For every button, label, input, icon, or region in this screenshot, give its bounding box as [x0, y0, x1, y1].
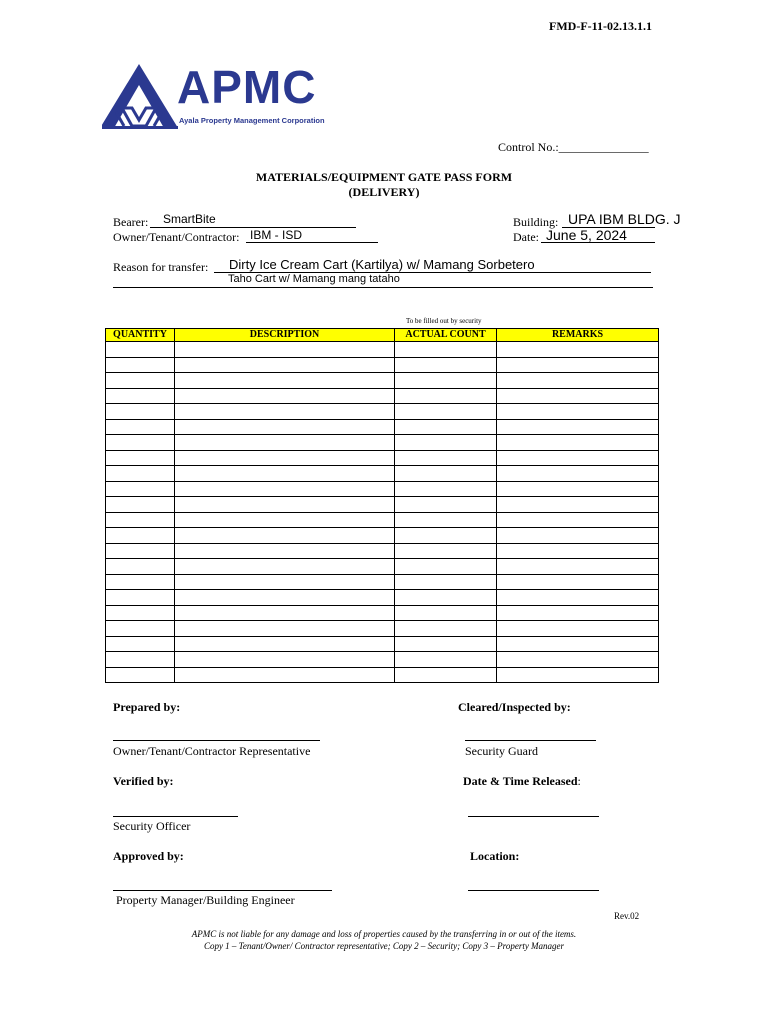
- quantity-cell[interactable]: [106, 559, 175, 575]
- quantity-cell[interactable]: [106, 652, 175, 668]
- description-cell[interactable]: [175, 621, 395, 637]
- owner-value[interactable]: IBM - ISD: [250, 228, 303, 242]
- quantity-cell[interactable]: [106, 342, 175, 358]
- actual-count-cell[interactable]: [395, 512, 497, 528]
- prepared-role: Owner/Tenant/Contractor Representative: [113, 744, 311, 758]
- description-cell[interactable]: [175, 590, 395, 606]
- quantity-cell[interactable]: [106, 388, 175, 404]
- reason-label: Reason for transfer:: [113, 260, 209, 274]
- approved-sign-line[interactable]: [113, 890, 332, 891]
- remarks-cell[interactable]: [497, 667, 659, 683]
- reason-value-2[interactable]: Taho Cart w/ Mamang mang tataho: [228, 273, 400, 285]
- remarks-cell[interactable]: [497, 404, 659, 420]
- released-label-text: Date & Time Released: [463, 774, 578, 788]
- table-row: [106, 512, 659, 528]
- remarks-cell[interactable]: [497, 528, 659, 544]
- location-label: Location:: [470, 849, 520, 863]
- revision: Rev.02: [614, 911, 640, 921]
- description-cell[interactable]: [175, 636, 395, 652]
- actual-count-cell[interactable]: [395, 388, 497, 404]
- quantity-cell[interactable]: [106, 466, 175, 482]
- remarks-cell[interactable]: [497, 512, 659, 528]
- quantity-cell[interactable]: [106, 357, 175, 373]
- quantity-cell[interactable]: [106, 481, 175, 497]
- remarks-cell[interactable]: [497, 559, 659, 575]
- approved-by-label: Approved by:: [113, 849, 184, 863]
- table-row: [106, 559, 659, 575]
- verified-role: Security Officer: [113, 819, 191, 833]
- actual-count-cell[interactable]: [395, 528, 497, 544]
- actual-count-cell[interactable]: [395, 497, 497, 513]
- remarks-cell[interactable]: [497, 543, 659, 559]
- description-cell[interactable]: [175, 512, 395, 528]
- remarks-cell[interactable]: [497, 481, 659, 497]
- actual-count-cell[interactable]: [395, 450, 497, 466]
- description-cell[interactable]: [175, 543, 395, 559]
- quantity-cell[interactable]: [106, 621, 175, 637]
- reason-value-1[interactable]: Dirty Ice Cream Cart (Kartilya) w/ Mamang Sorbetero: [229, 257, 535, 272]
- description-cell[interactable]: [175, 342, 395, 358]
- quantity-cell[interactable]: [106, 450, 175, 466]
- table-row: [106, 652, 659, 668]
- description-cell[interactable]: [175, 404, 395, 420]
- quantity-cell[interactable]: [106, 512, 175, 528]
- remarks-cell[interactable]: [497, 388, 659, 404]
- description-cell[interactable]: [175, 388, 395, 404]
- actual-count-cell[interactable]: [395, 342, 497, 358]
- owner-line: [246, 242, 378, 243]
- quantity-cell[interactable]: [106, 373, 175, 389]
- remarks-cell[interactable]: [497, 466, 659, 482]
- description-cell[interactable]: [175, 450, 395, 466]
- description-cell[interactable]: [175, 652, 395, 668]
- reason-line-2: [113, 287, 653, 288]
- table-row: [106, 667, 659, 683]
- remarks-cell[interactable]: [497, 357, 659, 373]
- quantity-cell[interactable]: [106, 404, 175, 420]
- description-cell[interactable]: [175, 466, 395, 482]
- quantity-cell[interactable]: [106, 497, 175, 513]
- table-row: [106, 636, 659, 652]
- header-remarks: REMARKS: [497, 329, 659, 342]
- actual-count-cell[interactable]: [395, 373, 497, 389]
- quantity-cell[interactable]: [106, 528, 175, 544]
- actual-count-cell[interactable]: [395, 559, 497, 575]
- actual-count-cell[interactable]: [395, 590, 497, 606]
- logo-tagline: Ayala Property Management Corporation: [179, 116, 325, 125]
- header-actual-count: ACTUAL COUNT: [395, 329, 497, 342]
- items-table: [105, 328, 659, 683]
- table-row: [106, 528, 659, 544]
- actual-count-cell[interactable]: [395, 621, 497, 637]
- table-row: [106, 357, 659, 373]
- remarks-cell[interactable]: [497, 652, 659, 668]
- header-description: DESCRIPTION: [175, 329, 395, 342]
- remarks-cell[interactable]: [497, 435, 659, 451]
- description-cell[interactable]: [175, 605, 395, 621]
- description-cell[interactable]: [175, 497, 395, 513]
- quantity-cell[interactable]: [106, 636, 175, 652]
- released-label: [463, 774, 581, 789]
- remarks-cell[interactable]: [497, 636, 659, 652]
- header-quantity: QUANTITY: [106, 329, 175, 342]
- actual-count-cell[interactable]: [395, 357, 497, 373]
- quantity-cell[interactable]: [106, 590, 175, 606]
- remarks-cell[interactable]: [497, 590, 659, 606]
- table-header-row: [106, 329, 659, 342]
- description-cell[interactable]: [175, 373, 395, 389]
- description-cell[interactable]: [175, 559, 395, 575]
- table-row: [106, 574, 659, 590]
- remarks-cell[interactable]: [497, 373, 659, 389]
- actual-count-cell[interactable]: [395, 574, 497, 590]
- actual-count-cell[interactable]: [395, 481, 497, 497]
- bearer-value[interactable]: SmartBite: [163, 212, 216, 226]
- table-row: [106, 419, 659, 435]
- actual-count-cell[interactable]: [395, 605, 497, 621]
- location-sign-line[interactable]: [468, 890, 599, 891]
- building-value[interactable]: UPA IBM BLDG. J: [568, 211, 681, 227]
- actual-count-cell[interactable]: [395, 466, 497, 482]
- description-cell[interactable]: [175, 667, 395, 683]
- description-cell[interactable]: [175, 481, 395, 497]
- table-row: [106, 388, 659, 404]
- actual-count-cell[interactable]: [395, 404, 497, 420]
- description-cell[interactable]: [175, 435, 395, 451]
- apmc-logo: [102, 60, 342, 132]
- table-row: [106, 435, 659, 451]
- remarks-cell[interactable]: [497, 497, 659, 513]
- verified-by-label: Verified by:: [113, 774, 174, 788]
- description-cell[interactable]: [175, 357, 395, 373]
- table-row: [106, 497, 659, 513]
- remarks-cell[interactable]: [497, 419, 659, 435]
- building-label: Building:: [513, 215, 559, 229]
- form-title: MATERIALS/EQUIPMENT GATE PASS FORM: [255, 170, 513, 184]
- released-colon: :: [577, 774, 581, 788]
- prepared-sign-line[interactable]: [113, 740, 320, 741]
- table-row: [106, 621, 659, 637]
- cleared-sign-line[interactable]: [465, 740, 596, 741]
- table-row: [106, 450, 659, 466]
- released-sign-line[interactable]: [468, 816, 599, 817]
- remarks-cell[interactable]: [497, 574, 659, 590]
- actual-count-cell[interactable]: [395, 652, 497, 668]
- remarks-cell[interactable]: [497, 342, 659, 358]
- bearer-label: Bearer:: [113, 215, 149, 229]
- quantity-cell[interactable]: [106, 543, 175, 559]
- quantity-cell[interactable]: [106, 574, 175, 590]
- actual-count-cell[interactable]: [395, 435, 497, 451]
- form-subtitle: (DELIVERY): [348, 185, 420, 199]
- owner-label: Owner/Tenant/Contractor:: [113, 230, 240, 244]
- verified-sign-line[interactable]: [113, 816, 238, 817]
- quantity-cell[interactable]: [106, 667, 175, 683]
- approved-role: Property Manager/Building Engineer: [116, 893, 295, 907]
- table-row: [106, 605, 659, 621]
- control-no-label: Control No.:: [498, 140, 559, 154]
- control-no-blank: _______________: [558, 140, 649, 154]
- table-row: [106, 342, 659, 358]
- actual-count-cell[interactable]: [395, 667, 497, 683]
- document-code: FMD-F-11-02.13.1.1: [549, 19, 652, 33]
- remarks-cell[interactable]: [497, 621, 659, 637]
- security-note: To be filled out by security: [406, 317, 482, 325]
- description-cell[interactable]: [175, 574, 395, 590]
- cleared-by-label: Cleared/Inspected by:: [458, 700, 571, 714]
- disclaimer: APMC is not liable for any damage and loss of properties caused by the transferring in or out of the items.: [191, 929, 577, 939]
- quantity-cell[interactable]: [106, 605, 175, 621]
- remarks-cell[interactable]: [497, 605, 659, 621]
- table-row: [106, 590, 659, 606]
- quantity-cell[interactable]: [106, 435, 175, 451]
- table-row: [106, 373, 659, 389]
- table-row: [106, 481, 659, 497]
- remarks-cell[interactable]: [497, 450, 659, 466]
- cleared-role: Security Guard: [465, 744, 538, 758]
- apmc-logo-mark-icon: [102, 60, 182, 130]
- actual-count-cell[interactable]: [395, 543, 497, 559]
- description-cell[interactable]: [175, 528, 395, 544]
- date-label: Date:: [513, 230, 539, 244]
- table-row: [106, 404, 659, 420]
- prepared-by-label: Prepared by:: [113, 700, 181, 714]
- table-row: [106, 543, 659, 559]
- table-row: [106, 466, 659, 482]
- quantity-cell[interactable]: [106, 419, 175, 435]
- control-no: [498, 140, 649, 155]
- actual-count-cell[interactable]: [395, 636, 497, 652]
- description-cell[interactable]: [175, 419, 395, 435]
- actual-count-cell[interactable]: [395, 419, 497, 435]
- copy-distribution: Copy 1 – Tenant/Owner/ Contractor representative; Copy 2 – Security; Copy 3 – Property Manager: [203, 941, 565, 951]
- date-value[interactable]: June 5, 2024: [546, 227, 627, 243]
- logo-brand-text: APMC: [177, 61, 317, 113]
